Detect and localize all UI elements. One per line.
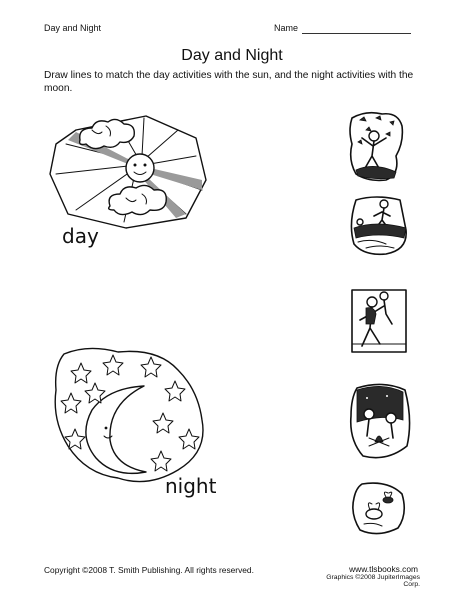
night-label: night: [165, 474, 217, 498]
man-with-child-climbing-icon: [348, 284, 410, 356]
name-label: Name: [274, 23, 299, 33]
instructions-text: Draw lines to match the day activities with the sun, and the night activities with the moon.: [44, 70, 414, 94]
day-label: day: [62, 224, 99, 248]
worksheet-header-title: Day and Night: [44, 23, 102, 33]
page-title: Day and Night: [181, 47, 283, 64]
fireflies-icon: [348, 478, 410, 538]
boy-playing-in-leaves-icon: [346, 108, 406, 182]
copyright-text: Copyright ©2008 T. Smith Publishing. All rights reserved.: [44, 565, 254, 575]
sun-with-clouds-icon: [46, 110, 214, 234]
graphics-credit: Graphics ©2008 JupiterImages Corp.: [326, 574, 420, 588]
name-field-line[interactable]: [302, 33, 411, 34]
kids-by-pond-icon: [346, 192, 414, 258]
moon-with-stars-icon: [48, 340, 216, 490]
website-link[interactable]: www.tlsbooks.com: [349, 564, 418, 574]
campfire-night-icon: [347, 380, 415, 464]
